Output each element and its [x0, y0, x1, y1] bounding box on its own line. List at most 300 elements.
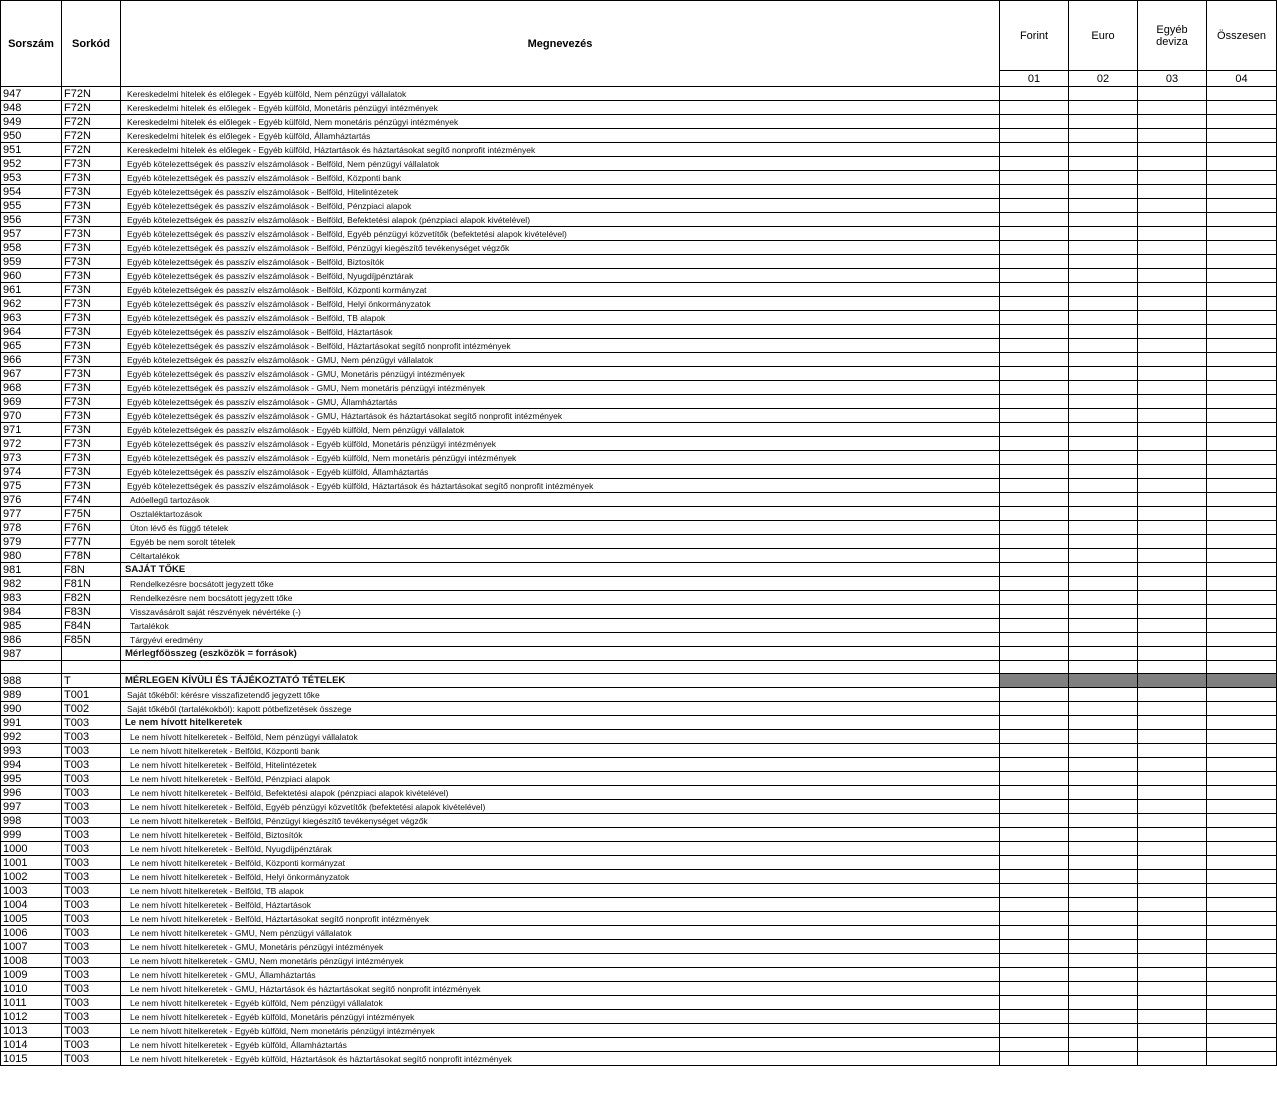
value-cell-egyeb-deviza[interactable] [1138, 227, 1207, 241]
value-cell-egyeb-deviza[interactable] [1138, 982, 1207, 996]
value-cell-euro[interactable] [1069, 185, 1138, 199]
value-cell-forint[interactable] [1000, 814, 1069, 828]
value-cell-osszesen[interactable] [1207, 549, 1277, 563]
value-cell-osszesen[interactable] [1207, 605, 1277, 619]
value-cell-forint[interactable] [1000, 856, 1069, 870]
value-cell-egyeb-deviza[interactable] [1138, 912, 1207, 926]
value-cell-euro[interactable] [1069, 353, 1138, 367]
value-cell-osszesen[interactable] [1207, 744, 1277, 758]
value-cell-osszesen[interactable] [1207, 115, 1277, 129]
value-cell-egyeb-deviza[interactable] [1138, 297, 1207, 311]
value-cell-egyeb-deviza[interactable] [1138, 507, 1207, 521]
value-cell-euro[interactable] [1069, 772, 1138, 786]
value-cell-osszesen[interactable] [1207, 255, 1277, 269]
value-cell-euro[interactable] [1069, 870, 1138, 884]
value-cell-forint[interactable] [1000, 954, 1069, 968]
value-cell-euro[interactable] [1069, 325, 1138, 339]
value-cell-euro[interactable] [1069, 241, 1138, 255]
value-cell-forint[interactable] [1000, 395, 1069, 409]
value-cell-forint[interactable] [1000, 786, 1069, 800]
value-cell-osszesen[interactable] [1207, 241, 1277, 255]
value-cell-osszesen[interactable] [1207, 423, 1277, 437]
value-cell-euro[interactable] [1069, 605, 1138, 619]
value-cell-euro[interactable] [1069, 507, 1138, 521]
value-cell-egyeb-deviza[interactable] [1138, 898, 1207, 912]
value-cell-forint[interactable] [1000, 898, 1069, 912]
value-cell-forint[interactable] [1000, 479, 1069, 493]
value-cell-euro[interactable] [1069, 1038, 1138, 1052]
value-cell-egyeb-deviza[interactable] [1138, 311, 1207, 325]
value-cell-osszesen[interactable] [1207, 311, 1277, 325]
value-cell-forint[interactable] [1000, 129, 1069, 143]
value-cell-forint[interactable] [1000, 297, 1069, 311]
value-cell-osszesen[interactable] [1207, 954, 1277, 968]
value-cell-euro[interactable] [1069, 549, 1138, 563]
value-cell-forint[interactable] [1000, 493, 1069, 507]
value-cell-osszesen[interactable] [1207, 842, 1277, 856]
value-cell-osszesen[interactable] [1207, 800, 1277, 814]
value-cell-forint[interactable] [1000, 577, 1069, 591]
row-sorszam: 957 [1, 227, 62, 241]
value-cell-euro[interactable] [1069, 912, 1138, 926]
value-cell-euro[interactable] [1069, 339, 1138, 353]
value-cell-forint[interactable] [1000, 1010, 1069, 1024]
row-megnevezes: Le nem hívott hitelkeretek - Egyéb külföld, Államháztartás [121, 1038, 1000, 1052]
value-cell-euro[interactable] [1069, 647, 1138, 661]
value-cell-forint[interactable] [1000, 926, 1069, 940]
value-cell-osszesen[interactable] [1207, 493, 1277, 507]
value-cell-osszesen[interactable] [1207, 87, 1277, 101]
value-cell-egyeb-deviza[interactable] [1138, 479, 1207, 493]
value-cell-euro[interactable] [1069, 381, 1138, 395]
value-cell-euro[interactable] [1069, 856, 1138, 870]
value-cell-forint[interactable] [1000, 171, 1069, 185]
value-cell-forint[interactable] [1000, 940, 1069, 954]
value-cell-osszesen[interactable] [1207, 996, 1277, 1010]
value-cell-euro[interactable] [1069, 143, 1138, 157]
value-cell-egyeb-deviza[interactable] [1138, 269, 1207, 283]
value-cell-osszesen[interactable] [1207, 730, 1277, 744]
value-cell-forint[interactable] [1000, 465, 1069, 479]
value-cell-egyeb-deviza[interactable] [1138, 856, 1207, 870]
value-cell-osszesen[interactable] [1207, 982, 1277, 996]
value-cell-egyeb-deviza[interactable] [1138, 129, 1207, 143]
value-cell-euro[interactable] [1069, 129, 1138, 143]
value-cell-euro[interactable] [1069, 227, 1138, 241]
value-cell-forint[interactable] [1000, 311, 1069, 325]
value-cell-euro[interactable] [1069, 702, 1138, 716]
value-cell-euro[interactable] [1069, 982, 1138, 996]
value-cell-egyeb-deviza[interactable] [1138, 423, 1207, 437]
value-cell-euro[interactable] [1069, 828, 1138, 842]
value-cell-osszesen[interactable] [1207, 521, 1277, 535]
value-cell-forint[interactable] [1000, 367, 1069, 381]
value-cell-osszesen[interactable] [1207, 856, 1277, 870]
value-cell-osszesen[interactable] [1207, 297, 1277, 311]
row-sorkod: F73N [62, 479, 121, 493]
value-cell-forint[interactable] [1000, 842, 1069, 856]
value-cell-euro[interactable] [1069, 283, 1138, 297]
value-cell-egyeb-deviza[interactable] [1138, 1024, 1207, 1038]
value-cell-forint[interactable] [1000, 87, 1069, 101]
value-cell-forint[interactable] [1000, 325, 1069, 339]
value-cell-egyeb-deviza[interactable] [1138, 157, 1207, 171]
value-cell-forint[interactable] [1000, 101, 1069, 115]
value-cell-egyeb-deviza[interactable] [1138, 814, 1207, 828]
value-cell-forint[interactable] [1000, 716, 1069, 730]
value-cell-osszesen[interactable] [1207, 535, 1277, 549]
value-cell-egyeb-deviza[interactable] [1138, 884, 1207, 898]
value-cell-euro[interactable] [1069, 730, 1138, 744]
row-megnevezes: Visszavásárolt saját részvények névértéke (-) [121, 605, 1000, 619]
value-cell-osszesen[interactable] [1207, 619, 1277, 633]
value-cell-egyeb-deviza[interactable] [1138, 577, 1207, 591]
row-sorszam: 999 [1, 828, 62, 842]
value-cell-euro[interactable] [1069, 465, 1138, 479]
value-cell-osszesen[interactable] [1207, 940, 1277, 954]
value-cell-forint[interactable] [1000, 633, 1069, 647]
row-sorkod: F73N [62, 213, 121, 227]
value-cell-egyeb-deviza[interactable] [1138, 87, 1207, 101]
value-cell-euro[interactable] [1069, 786, 1138, 800]
value-cell-osszesen[interactable] [1207, 814, 1277, 828]
value-cell-forint[interactable] [1000, 1038, 1069, 1052]
value-cell-egyeb-deviza[interactable] [1138, 115, 1207, 129]
value-cell-osszesen[interactable] [1207, 968, 1277, 982]
value-cell-egyeb-deviza[interactable] [1138, 772, 1207, 786]
value-cell-osszesen[interactable] [1207, 1038, 1277, 1052]
table-row [1, 535, 1277, 549]
value-cell-euro[interactable] [1069, 87, 1138, 101]
value-cell-forint[interactable] [1000, 269, 1069, 283]
row-sorszam: 984 [1, 605, 62, 619]
row-sorkod: F84N [62, 619, 121, 633]
value-cell-osszesen[interactable] [1207, 758, 1277, 772]
value-cell-osszesen[interactable] [1207, 367, 1277, 381]
value-cell-egyeb-deviza[interactable] [1138, 185, 1207, 199]
value-cell-forint[interactable] [1000, 800, 1069, 814]
value-cell-egyeb-deviza[interactable] [1138, 926, 1207, 940]
value-cell-euro[interactable] [1069, 157, 1138, 171]
value-cell-egyeb-deviza[interactable] [1138, 199, 1207, 213]
value-cell-egyeb-deviza[interactable] [1138, 870, 1207, 884]
value-cell-egyeb-deviza[interactable] [1138, 549, 1207, 563]
value-cell-egyeb-deviza[interactable] [1138, 521, 1207, 535]
value-cell-euro[interactable] [1069, 800, 1138, 814]
row-sorkod: F73N [62, 423, 121, 437]
value-cell-egyeb-deviza[interactable] [1138, 535, 1207, 549]
value-cell-euro[interactable] [1069, 535, 1138, 549]
value-cell-osszesen[interactable] [1207, 1024, 1277, 1038]
value-cell-osszesen[interactable] [1207, 157, 1277, 171]
value-cell-egyeb-deviza[interactable] [1138, 409, 1207, 423]
value-cell-osszesen[interactable] [1207, 1010, 1277, 1024]
value-cell-forint[interactable] [1000, 996, 1069, 1010]
value-cell-euro[interactable] [1069, 101, 1138, 115]
value-cell-euro[interactable] [1069, 968, 1138, 982]
value-cell-egyeb-deviza[interactable] [1138, 591, 1207, 605]
value-cell-forint[interactable] [1000, 227, 1069, 241]
row-sorszam: 947 [1, 87, 62, 101]
value-cell-euro[interactable] [1069, 199, 1138, 213]
value-cell-egyeb-deviza[interactable] [1138, 493, 1207, 507]
value-cell-forint[interactable] [1000, 828, 1069, 842]
value-cell-forint[interactable] [1000, 143, 1069, 157]
value-cell-euro[interactable] [1069, 367, 1138, 381]
value-cell-osszesen[interactable] [1207, 563, 1277, 577]
value-cell-egyeb-deviza[interactable] [1138, 716, 1207, 730]
row-megnevezes: Kereskedelmi hitelek és előlegek - Egyéb külföld, Monetáris pénzügyi intézmények [121, 101, 1000, 115]
value-cell-egyeb-deviza[interactable] [1138, 339, 1207, 353]
row-megnevezes: Le nem hívott hitelkeretek - Egyéb külföld, Nem pénzügyi vállalatok [121, 996, 1000, 1010]
value-cell-euro[interactable] [1069, 996, 1138, 1010]
value-cell-forint[interactable] [1000, 241, 1069, 255]
value-cell-euro[interactable] [1069, 744, 1138, 758]
value-cell-euro[interactable] [1069, 493, 1138, 507]
value-cell-euro[interactable] [1069, 437, 1138, 451]
value-cell-forint[interactable] [1000, 185, 1069, 199]
value-cell-forint[interactable] [1000, 283, 1069, 297]
value-cell-egyeb-deviza[interactable] [1138, 451, 1207, 465]
value-cell-forint[interactable] [1000, 688, 1069, 702]
value-cell-euro[interactable] [1069, 814, 1138, 828]
value-cell-osszesen[interactable] [1207, 325, 1277, 339]
value-cell-osszesen[interactable] [1207, 828, 1277, 842]
value-cell-euro[interactable] [1069, 213, 1138, 227]
value-cell-egyeb-deviza[interactable] [1138, 968, 1207, 982]
value-cell-euro[interactable] [1069, 1024, 1138, 1038]
value-cell-osszesen[interactable] [1207, 577, 1277, 591]
value-cell-egyeb-deviza[interactable] [1138, 101, 1207, 115]
value-cell-osszesen[interactable] [1207, 395, 1277, 409]
value-cell-euro[interactable] [1069, 395, 1138, 409]
value-cell-euro[interactable] [1069, 633, 1138, 647]
value-cell-egyeb-deviza[interactable] [1138, 325, 1207, 339]
value-cell-euro[interactable] [1069, 1052, 1138, 1066]
value-cell-forint[interactable] [1000, 563, 1069, 577]
value-cell-egyeb-deviza[interactable] [1138, 395, 1207, 409]
value-cell-osszesen[interactable] [1207, 688, 1277, 702]
value-cell-forint[interactable] [1000, 968, 1069, 982]
value-cell-forint[interactable] [1000, 884, 1069, 898]
value-cell-euro[interactable] [1069, 940, 1138, 954]
row-sorkod: T003 [62, 926, 121, 940]
value-cell-forint[interactable] [1000, 409, 1069, 423]
value-cell-egyeb-deviza[interactable] [1138, 940, 1207, 954]
value-cell-forint[interactable] [1000, 353, 1069, 367]
value-cell-euro[interactable] [1069, 297, 1138, 311]
value-cell-osszesen[interactable] [1207, 143, 1277, 157]
value-cell-osszesen[interactable] [1207, 716, 1277, 730]
value-cell-osszesen[interactable] [1207, 912, 1277, 926]
value-cell-egyeb-deviza[interactable] [1138, 171, 1207, 185]
table-row [1, 353, 1277, 367]
value-cell-euro[interactable] [1069, 521, 1138, 535]
value-cell-forint[interactable] [1000, 381, 1069, 395]
value-cell-osszesen[interactable] [1207, 381, 1277, 395]
row-sorszam: 986 [1, 633, 62, 647]
value-cell-euro[interactable] [1069, 842, 1138, 856]
value-cell-egyeb-deviza[interactable] [1138, 563, 1207, 577]
value-cell-forint[interactable] [1000, 744, 1069, 758]
row-sorszam: 963 [1, 311, 62, 325]
value-cell-osszesen[interactable] [1207, 185, 1277, 199]
table-row [1, 143, 1277, 157]
value-cell-osszesen[interactable] [1207, 898, 1277, 912]
value-cell-egyeb-deviza[interactable] [1138, 381, 1207, 395]
value-cell-osszesen[interactable] [1207, 437, 1277, 451]
value-cell-forint[interactable] [1000, 213, 1069, 227]
row-sorszam: 954 [1, 185, 62, 199]
value-cell-euro[interactable] [1069, 758, 1138, 772]
header-megnevezes: Megnevezés [121, 1, 1000, 87]
value-cell-osszesen[interactable] [1207, 129, 1277, 143]
value-cell-euro[interactable] [1069, 577, 1138, 591]
value-cell-egyeb-deviza[interactable] [1138, 758, 1207, 772]
value-cell-egyeb-deviza[interactable] [1138, 688, 1207, 702]
value-cell-osszesen[interactable] [1207, 171, 1277, 185]
value-cell-osszesen[interactable] [1207, 786, 1277, 800]
value-cell-osszesen[interactable] [1207, 101, 1277, 115]
value-cell-egyeb-deviza[interactable] [1138, 367, 1207, 381]
value-cell-forint[interactable] [1000, 912, 1069, 926]
value-cell-egyeb-deviza[interactable] [1138, 702, 1207, 716]
value-cell-osszesen[interactable] [1207, 507, 1277, 521]
value-cell-osszesen[interactable] [1207, 926, 1277, 940]
value-cell-forint[interactable] [1000, 521, 1069, 535]
value-cell-forint[interactable] [1000, 199, 1069, 213]
value-cell-euro[interactable] [1069, 423, 1138, 437]
value-cell-egyeb-deviza[interactable] [1138, 437, 1207, 451]
value-cell-forint[interactable] [1000, 255, 1069, 269]
value-cell-egyeb-deviza[interactable] [1138, 800, 1207, 814]
value-cell-egyeb-deviza[interactable] [1138, 1010, 1207, 1024]
value-cell-osszesen[interactable] [1207, 269, 1277, 283]
value-cell-egyeb-deviza[interactable] [1138, 954, 1207, 968]
value-cell-egyeb-deviza[interactable] [1138, 1052, 1207, 1066]
value-cell-osszesen[interactable] [1207, 451, 1277, 465]
value-cell-egyeb-deviza[interactable] [1138, 619, 1207, 633]
value-cell-forint[interactable] [1000, 982, 1069, 996]
table-row [1, 926, 1277, 940]
value-cell-forint[interactable] [1000, 702, 1069, 716]
value-cell-egyeb-deviza[interactable] [1138, 647, 1207, 661]
value-cell-forint[interactable] [1000, 507, 1069, 521]
value-cell-forint[interactable] [1000, 730, 1069, 744]
value-cell-forint[interactable] [1000, 605, 1069, 619]
value-cell-egyeb-deviza[interactable] [1138, 744, 1207, 758]
value-cell-osszesen[interactable] [1207, 647, 1277, 661]
value-cell-euro[interactable] [1069, 884, 1138, 898]
value-cell-osszesen[interactable] [1207, 283, 1277, 297]
value-cell-egyeb-deviza[interactable] [1138, 1038, 1207, 1052]
value-cell-euro[interactable] [1069, 171, 1138, 185]
value-cell-egyeb-deviza[interactable] [1138, 143, 1207, 157]
value-cell-egyeb-deviza[interactable] [1138, 213, 1207, 227]
value-cell-forint[interactable] [1000, 1052, 1069, 1066]
value-cell-euro[interactable] [1069, 619, 1138, 633]
value-cell-egyeb-deviza[interactable] [1138, 633, 1207, 647]
value-cell-egyeb-deviza[interactable] [1138, 241, 1207, 255]
value-cell-egyeb-deviza[interactable] [1138, 353, 1207, 367]
value-cell-euro[interactable] [1069, 269, 1138, 283]
value-cell-euro[interactable] [1069, 898, 1138, 912]
value-cell-euro[interactable] [1069, 716, 1138, 730]
value-cell-forint[interactable] [1000, 157, 1069, 171]
value-cell-euro[interactable] [1069, 479, 1138, 493]
value-cell-egyeb-deviza[interactable] [1138, 842, 1207, 856]
value-cell-forint[interactable] [1000, 423, 1069, 437]
value-cell-forint[interactable] [1000, 451, 1069, 465]
value-cell-osszesen[interactable] [1207, 479, 1277, 493]
value-cell-forint[interactable] [1000, 1024, 1069, 1038]
value-cell-egyeb-deviza[interactable] [1138, 465, 1207, 479]
value-cell-osszesen[interactable] [1207, 213, 1277, 227]
value-cell-egyeb-deviza[interactable] [1138, 730, 1207, 744]
table-row [1, 772, 1277, 786]
value-cell-osszesen[interactable] [1207, 884, 1277, 898]
value-cell-euro[interactable] [1069, 255, 1138, 269]
value-cell-osszesen[interactable] [1207, 465, 1277, 479]
table-row [1, 325, 1277, 339]
value-cell-euro[interactable] [1069, 451, 1138, 465]
value-cell-euro[interactable] [1069, 409, 1138, 423]
value-cell-forint[interactable] [1000, 549, 1069, 563]
value-cell-forint[interactable] [1000, 339, 1069, 353]
value-cell-euro[interactable] [1069, 926, 1138, 940]
value-cell-osszesen[interactable] [1207, 353, 1277, 367]
value-cell-egyeb-deviza[interactable] [1138, 283, 1207, 297]
value-cell-osszesen[interactable] [1207, 199, 1277, 213]
row-sorkod: F83N [62, 605, 121, 619]
value-cell-osszesen[interactable] [1207, 870, 1277, 884]
value-cell-euro[interactable] [1069, 563, 1138, 577]
value-cell-euro[interactable] [1069, 1010, 1138, 1024]
value-cell-egyeb-deviza[interactable] [1138, 255, 1207, 269]
value-cell-forint[interactable] [1000, 772, 1069, 786]
row-megnevezes: Le nem hívott hitelkeretek - Belföld, Egyéb pénzügyi közvetítők (befektetési alapok kivételével) [121, 800, 1000, 814]
row-sorszam: 1012 [1, 1010, 62, 1024]
value-cell-osszesen[interactable] [1207, 1052, 1277, 1066]
value-cell-forint[interactable] [1000, 619, 1069, 633]
value-cell-forint[interactable] [1000, 591, 1069, 605]
row-sorkod: T003 [62, 912, 121, 926]
value-cell-euro[interactable] [1069, 115, 1138, 129]
value-cell-osszesen[interactable] [1207, 633, 1277, 647]
value-cell-egyeb-deviza[interactable] [1138, 786, 1207, 800]
value-cell-egyeb-deviza[interactable] [1138, 828, 1207, 842]
value-cell-forint[interactable] [1000, 870, 1069, 884]
value-cell-euro[interactable] [1069, 311, 1138, 325]
value-cell-osszesen[interactable] [1207, 772, 1277, 786]
value-cell-osszesen[interactable] [1207, 339, 1277, 353]
value-cell-forint[interactable] [1000, 535, 1069, 549]
row-megnevezes: Egyéb kötelezettségek és passzív elszámolások - Belföld, TB alapok [121, 311, 1000, 325]
value-cell-osszesen[interactable] [1207, 409, 1277, 423]
value-cell-osszesen[interactable] [1207, 227, 1277, 241]
value-cell-osszesen[interactable] [1207, 591, 1277, 605]
value-cell-euro[interactable] [1069, 591, 1138, 605]
value-cell-forint[interactable] [1000, 115, 1069, 129]
value-cell-osszesen[interactable] [1207, 702, 1277, 716]
value-cell-forint[interactable] [1000, 758, 1069, 772]
value-cell-egyeb-deviza[interactable] [1138, 605, 1207, 619]
value-cell-egyeb-deviza[interactable] [1138, 996, 1207, 1010]
value-cell-forint[interactable] [1000, 647, 1069, 661]
value-cell-euro[interactable] [1069, 688, 1138, 702]
value-cell-euro[interactable] [1069, 954, 1138, 968]
value-cell-forint[interactable] [1000, 437, 1069, 451]
